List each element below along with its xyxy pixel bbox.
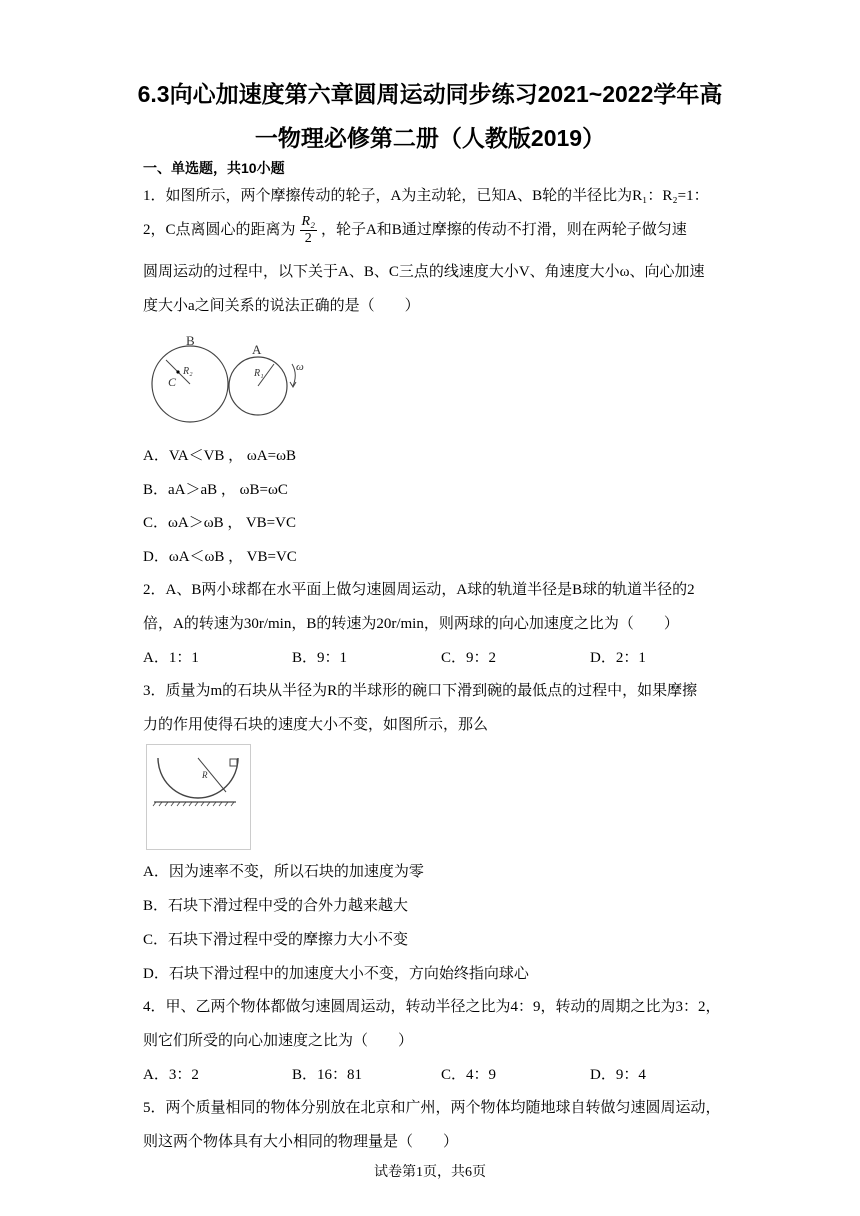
- rotation-arrow: [292, 364, 295, 386]
- rotation-arrowhead: [290, 382, 296, 387]
- q4-stem-line1: 4．甲、乙两个物体都做匀速圆周运动，转动半径之比为4：9，转动的周期之比为3：2，: [143, 999, 721, 1015]
- q3-option-c[interactable]: C．石块下滑过程中受的摩擦力大小不变: [143, 932, 409, 948]
- q3-option-a[interactable]: A．因为速率不变，所以石块的加速度为零: [143, 864, 424, 880]
- q1-option-a[interactable]: A．VA＜VB ， ωA=ωB: [143, 448, 296, 464]
- label-a: A: [252, 342, 262, 357]
- q1-stem-line3: 圆周运动的过程中，以下关于A、B、C三点的线速度大小V、角速度大小ω、向心加速: [143, 264, 705, 280]
- q1-option-c[interactable]: C．ωA＞ωB ， VB=VC: [143, 515, 296, 531]
- label-c: C: [168, 375, 177, 389]
- q2-option-c[interactable]: C．9：2: [441, 650, 497, 666]
- section-heading: 一、单选题，共10小题: [143, 160, 285, 176]
- label-r1: R₁: [254, 368, 264, 379]
- doc-title-line1: 6.3向心加速度第六章圆周运动同步练习2021~2022学年高: [137, 81, 723, 107]
- q2-option-b[interactable]: B．9：1: [292, 650, 348, 666]
- q1-stem-line2: [143, 214, 687, 247]
- label-b: B: [186, 334, 195, 348]
- q4-options: [143, 1065, 739, 1085]
- q1-fraction-denominator: 2: [304, 231, 312, 246]
- q1-option-d[interactable]: D．ωA＜ωB ， VB=VC: [143, 549, 297, 565]
- q1-stem-line4: 度大小a之间关系的说法正确的是（ ）: [143, 298, 420, 314]
- q5-stem-line2: 则这两个物体具有大小相同的物理量是（ ）: [143, 1134, 459, 1150]
- figure-frame: [147, 745, 251, 850]
- doc-title-line2: 一物理必修第二册（人教版2019）: [254, 125, 606, 151]
- q1-figure-wheels: [146, 334, 316, 426]
- label-r: R: [202, 770, 208, 780]
- q3-stem-line2: 力的作用使得石块的速度大小不变，如图所示，那么: [143, 717, 489, 733]
- label-omega: ω: [296, 361, 304, 373]
- q1-stem-line1: 1．如图所示，两个摩擦传动的轮子，A为主动轮，已知A、B轮的半径比为R₁：R₂=1：: [143, 188, 709, 204]
- q1-stem-line2-a: 2，C点离圆心的距离为: [143, 221, 296, 238]
- q4-option-c[interactable]: C．4：9: [441, 1067, 497, 1083]
- q2-option-a[interactable]: A．1：1: [143, 650, 199, 666]
- q4-option-d[interactable]: D．9：4: [590, 1067, 646, 1083]
- q2-stem-line1: 2．A、B两小球都在水平面上做匀速圆周运动，A球的轨道半径是B球的轨道半径的2: [143, 582, 695, 598]
- point-c: [176, 370, 179, 373]
- q4-option-a[interactable]: A．3：2: [143, 1067, 199, 1083]
- q5-stem-line1: 5．两个质量相同的物体分别放在北京和广州，两个物体均随地球自转做匀速圆周运动，: [143, 1100, 721, 1116]
- q1-fraction-numerator: R₂: [301, 214, 315, 229]
- q1-fraction: [300, 214, 317, 247]
- q2-stem-line2: 倍，A的转速为30r/min，B的转速为20r/min，则两球的向心加速度之比为（ ）: [143, 616, 679, 632]
- page-footer: 试卷第1页，共6页: [374, 1165, 486, 1180]
- q4-stem-line2: 则它们所受的向心加速度之比为（ ）: [143, 1033, 414, 1049]
- q1-option-b[interactable]: B．aA＞aB ， ωB=ωC: [143, 482, 288, 498]
- q1-stem-line2-b: ，轮子A和B通过摩擦的传动不打滑，则在两轮子做匀速: [320, 221, 687, 238]
- q3-option-b[interactable]: B．石块下滑过程中受的合外力越来越大: [143, 898, 409, 914]
- label-r2: R₂: [183, 366, 193, 377]
- q4-option-b[interactable]: B．16：81: [292, 1067, 363, 1083]
- q3-option-d[interactable]: D．石块下滑过程中的加速度大小不变，方向始终指向球心: [143, 966, 529, 982]
- q3-stem-line1: 3．质量为m的石块从半径为R的半球形的碗口下滑到碗的最低点的过程中，如果摩擦: [143, 683, 698, 699]
- q2-options: [143, 648, 739, 668]
- q2-option-d[interactable]: D．2：1: [590, 650, 646, 666]
- q3-figure-bowl: [146, 744, 251, 850]
- stone-block: [230, 759, 237, 766]
